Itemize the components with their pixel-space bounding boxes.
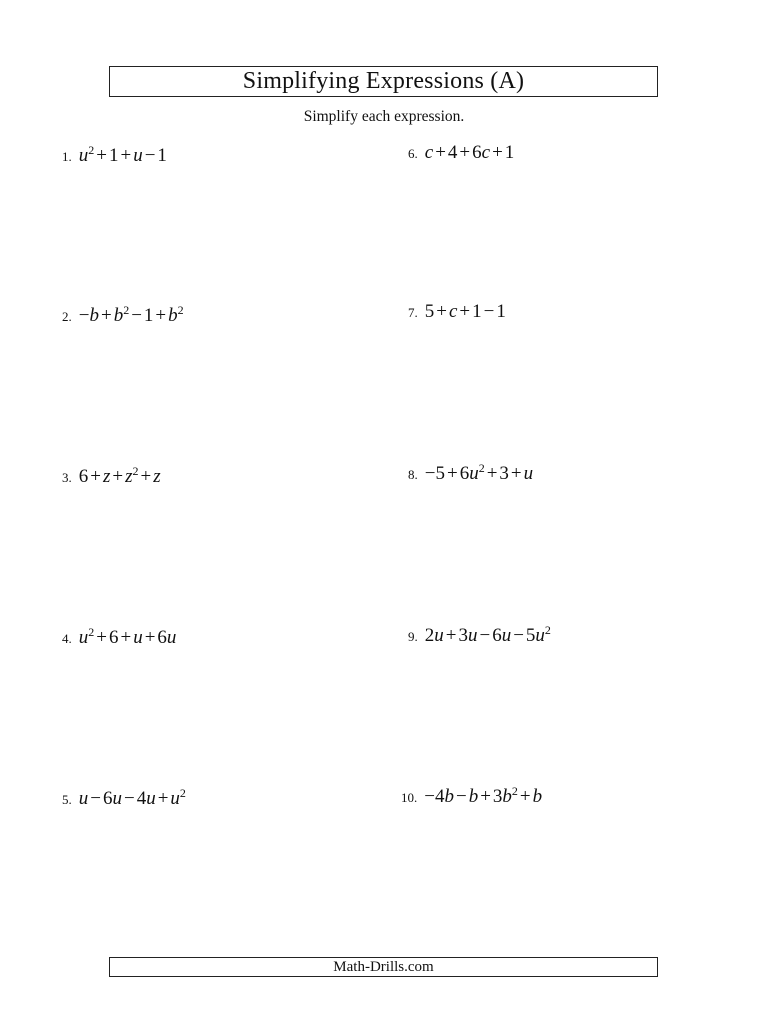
problem-number: 3. [62,470,72,485]
problem-1 [62,145,167,167]
problem-6 [408,142,514,164]
problem-expression: $6 + z + z^2 + z$ [78,464,161,487]
problem-number: 4. [62,631,72,646]
problem-expression: $u^2 + 6 + u + 6u$ [78,625,177,648]
problem-2 [62,305,184,327]
problem-number: 5. [62,792,72,807]
problem-expression: $2u + 3u - 6u - 5u^2$ [424,623,551,646]
problem-expression: $u - 6u - 4u + u^2$ [78,786,186,809]
problem-number: 6. [408,146,418,161]
problem-number: 10. [401,790,418,805]
problem-expression: 5 + c + 1 − 1 [424,301,506,322]
problem-7 [408,301,506,323]
problem-number: 2. [62,309,72,324]
problem-number: 9. [408,629,418,644]
problem-expression: $u^2 + 1 + u - 1$ [78,143,167,166]
problem-number: 8. [408,467,418,482]
problem-5 [62,788,186,810]
problem-number: 1. [62,149,72,164]
problem-8 [408,463,533,485]
problem-9 [408,625,551,647]
worksheet-title: Simplifying Expressions (A) [109,66,658,97]
problem-expression: $-4b - b + 3b^2 + b$ [424,784,543,807]
problem-expression: $-b + b^2 - 1 + b^2$ [78,303,184,326]
problem-10 [401,786,542,808]
footer-credit: Math-Drills.com [109,957,658,977]
problem-expression: c + 4 + 6c + 1 [424,142,515,163]
problem-4 [62,627,176,649]
instructions: Simplify each expression. [303,108,465,125]
problem-expression: $-5 + 6u^2 + 3 + u$ [424,461,534,484]
problem-3 [62,466,161,488]
problem-number: 7. [408,305,418,320]
